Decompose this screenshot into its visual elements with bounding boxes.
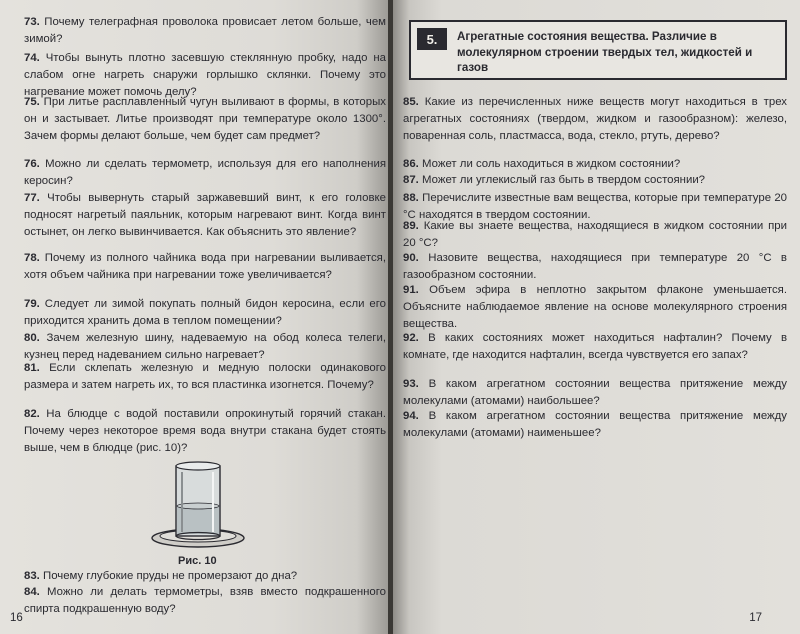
problem-73 <box>24 14 386 48</box>
problem-84 <box>24 584 386 618</box>
section-title: Агрегатные состояния вещества. Различие в молекулярном строении твердых тел, жидкостей и газов <box>457 30 753 74</box>
problem-number: 92. <box>403 332 419 344</box>
problem-number: 94. <box>403 410 419 422</box>
problem-text: Зачем железную шину, надеваемую на обод колеса телеги, кузнец перед надеванием сильно нагревает? <box>24 332 386 362</box>
problem-text: Можно ли делать термометры, взяв вместо подкрашенного спирта подкрашенную воду? <box>24 586 387 616</box>
problem-77 <box>24 190 386 242</box>
problem-number: 88. <box>403 192 419 204</box>
problem-number: 84. <box>24 586 40 598</box>
problem-text: Можно ли сделать термометр, используя для его наполнения керосин? <box>24 158 386 188</box>
problem-text: Перечислите известные вам вещества, которые при температуре 20 °С находятся в твердом состоянии. <box>403 192 787 222</box>
problem-number: 86. <box>403 158 419 170</box>
problem-number: 83. <box>24 570 40 582</box>
problem-text: Какие вы знаете вещества, находящиеся в жидком состоянии при 20 °С? <box>403 220 787 250</box>
problem-number: 81. <box>24 362 40 374</box>
problem-text: Может ли углекислый газ быть в твердом состоянии? <box>422 174 706 186</box>
problem-text: В каком агрегатном состоянии вещества притяжение между молекулами (атомами) наибольшее? <box>403 378 787 408</box>
glass-on-saucer-figure <box>150 458 246 554</box>
problem-number: 93. <box>403 378 419 390</box>
problem-87 <box>403 172 787 189</box>
problem-text: При литье расплавленный чугун выливают в формы, в которых он и застывает. Литье производят при температуре около 1300°. Зачем формы делают больше, чем будет сам предмет? <box>24 96 386 143</box>
problem-number: 82. <box>24 408 40 420</box>
problem-text: Какие из перечисленных ниже веществ могут находиться в трех агрегатных состояниях (твердом, жидком и газообразном): железо, поваренная соль, пластмасса, вода, стекло, ртуть, дерево? <box>403 96 787 143</box>
problem-82 <box>24 406 386 458</box>
problem-text: Почему телеграфная проволока провисает летом больше, чем зимой? <box>24 16 386 46</box>
problem-text: На блюдце с водой поставили опрокинутый горячий стакан. Почему через некоторое время вода внутри стакана будет стоять выше, чем в блюдце (рис. 10)? <box>24 408 386 455</box>
problem-90 <box>403 250 787 284</box>
problem-text: Чтобы вывернуть старый заржавевший винт, к его головке подносят нагретый паяльник, которым нагревают винт. Когда винт остынет, он легко вывинчивается. Как объяснить это явление? <box>24 192 386 239</box>
figure-caption: Рис. 10 <box>178 555 217 567</box>
problem-89 <box>403 218 787 252</box>
problem-text: Почему глубокие пруды не промерзают до дна? <box>43 570 298 582</box>
problem-75 <box>24 94 386 146</box>
problem-76 <box>24 156 386 190</box>
problem-number: 76. <box>24 158 40 170</box>
problem-number: 74. <box>24 52 40 64</box>
problem-text: Почему из полного чайника вода при нагревании выливается, хотя объем чайника при нагревании тоже увеличивается? <box>24 252 386 282</box>
problem-91 <box>403 282 787 334</box>
problem-number: 80. <box>24 332 40 344</box>
problem-text: В каком агрегатном состоянии вещества притяжение между молекулами (атомами) наименьшее? <box>403 410 787 440</box>
problem-94 <box>403 408 787 442</box>
problem-number: 91. <box>403 284 419 296</box>
problem-number: 73. <box>24 16 40 28</box>
problem-number: 75. <box>24 96 40 108</box>
right-page <box>393 0 800 634</box>
problem-86 <box>403 156 787 173</box>
problem-text: Следует ли зимой покупать полный бидон керосина, если его приходится хранить дома в теплом помещении? <box>24 298 386 328</box>
problem-text: В каких состояниях может находиться нафталин? Почему в комнате, где находится нафталин, всегда чувствуется его запах? <box>403 332 787 362</box>
problem-number: 85. <box>403 96 419 108</box>
problem-number: 90. <box>403 252 419 264</box>
problem-92 <box>403 330 787 364</box>
problem-number: 87. <box>403 174 419 186</box>
problem-number: 77. <box>24 192 40 204</box>
section-header <box>409 20 787 80</box>
problem-81 <box>24 360 386 394</box>
problem-number: 78. <box>24 252 40 264</box>
problem-83 <box>24 568 386 585</box>
problem-text: Если склепать железную и медную полоски одинакового размера и затем нагреть их, то вся пластинка изогнется. Почему? <box>24 362 387 392</box>
problem-number: 79. <box>24 298 40 310</box>
problem-79 <box>24 296 386 330</box>
problem-text: Назовите вещества, находящиеся при температуре 20 °С в газообразном состоянии. <box>403 252 787 282</box>
page-number: 16 <box>10 612 23 624</box>
problem-text: Может ли соль находиться в жидком состоянии? <box>422 158 681 170</box>
section-number: 5. <box>417 28 447 50</box>
problem-93 <box>403 376 787 410</box>
left-page <box>0 0 388 634</box>
problem-78 <box>24 250 386 284</box>
problem-85 <box>403 94 787 146</box>
problem-text: Объем эфира в неплотно закрытом флаконе уменьшается. Объясните наблюдаемое явление на основе молекулярного строения вещества. <box>403 284 787 331</box>
problem-text: Чтобы вынуть плотно засевшую стеклянную пробку, надо на слабом огне нагреть снаружи горлышко склянки. Почему это нагревание может помочь делу? <box>24 52 386 99</box>
page-number: 17 <box>749 612 762 624</box>
problem-number: 89. <box>403 220 419 232</box>
